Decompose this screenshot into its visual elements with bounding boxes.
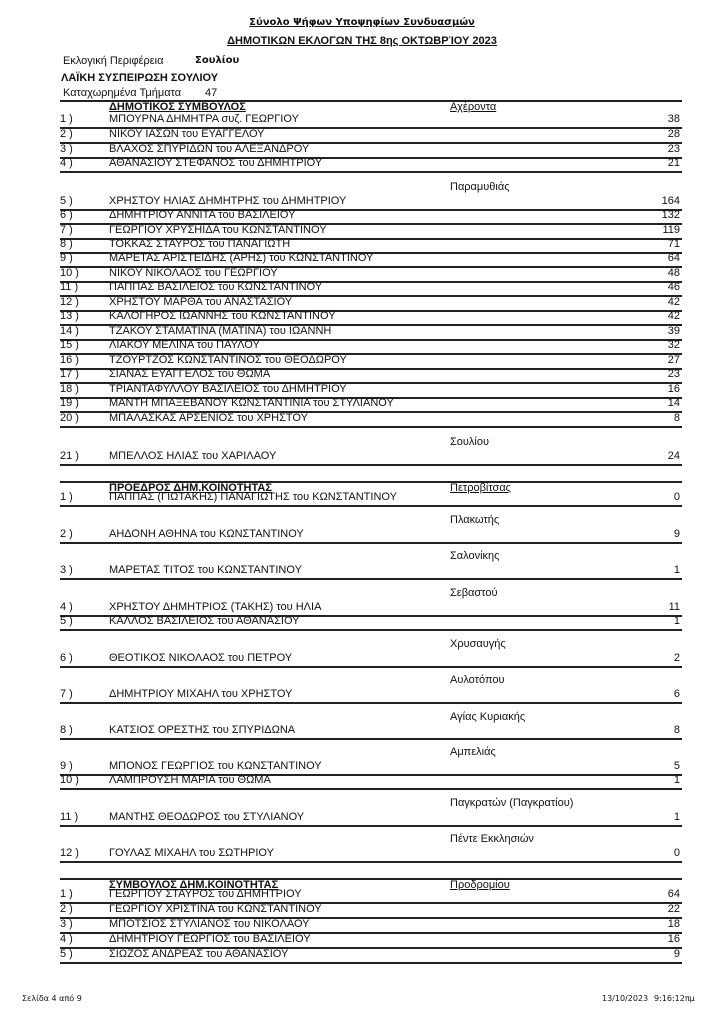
vote-count: 9 — [673, 528, 680, 540]
row-number: 5 ) — [60, 615, 73, 627]
table-row — [60, 339, 682, 355]
vote-count: 18 — [667, 918, 680, 930]
candidate-name: ΓΟΥΛΑΣ ΜΙΧΑΗΛ του ΣΩΤΗΡΙΟΥ — [109, 847, 274, 859]
table-row — [60, 933, 682, 949]
row-number: 19 ) — [60, 397, 79, 409]
vote-count: 132 — [661, 209, 680, 221]
row-number: 2 ) — [60, 528, 73, 540]
district-value: Σουλίου — [195, 55, 240, 66]
row-number: 4 ) — [60, 601, 73, 613]
candidate-name: ΜΠΑΛΑΣΚΑΣ ΑΡΣΕΝΙΟΣ του ΧΡΗΣΤΟΥ — [109, 412, 308, 424]
section-heading: ΔΗΜΟΤΙΚΟΣ ΣΥΜΒΟΥΛΟΣ — [109, 101, 246, 113]
row-number: 9 ) — [60, 760, 73, 772]
row-number: 3 ) — [60, 564, 73, 576]
table-row — [60, 157, 682, 173]
row-number: 10 ) — [60, 267, 79, 279]
place-heading: Χρυσαυγής — [450, 638, 506, 650]
vote-count: 9 — [673, 948, 680, 960]
candidate-name: ΝΙΚΟΥ ΙΑΣΩΝ του ΕΥΑΓΓΕΛΟΥ — [109, 128, 265, 140]
vote-count: 48 — [667, 267, 680, 279]
row-number: 14 ) — [60, 325, 79, 337]
row-number: 5 ) — [60, 195, 73, 207]
row-number: 7 ) — [60, 224, 73, 236]
place-heading: Αχέροντα — [450, 101, 497, 113]
candidate-name: ΤΟΚΚΑΣ ΣΤΑΥΡΟΣ του ΠΑΝΑΓΙΩΤΗ — [109, 238, 291, 250]
table-row — [60, 113, 682, 129]
vote-count: 38 — [667, 113, 680, 125]
vote-count: 164 — [661, 195, 680, 207]
vote-count: 46 — [667, 281, 680, 293]
vote-count: 21 — [667, 157, 680, 169]
row-number: 17 ) — [60, 368, 79, 380]
row-number: 15 ) — [60, 339, 79, 351]
candidate-name: ΜΠΟΤΣΙΟΣ ΣΤΥΛΙΑΝΟΣ του ΝΙΚΟΛΑΟΥ — [109, 918, 310, 930]
candidate-name: ΘΕΟΤΙΚΟΣ ΝΙΚΟΛΑΟΣ του ΠΕΤΡΟΥ — [109, 652, 293, 664]
candidate-name: ΠΑΠΠΑΣ ΒΑΣΙΛΕΙΟΣ του ΚΩΝΣΤΑΝΤΙΝΟΥ — [109, 281, 323, 293]
row-number: 2 ) — [60, 128, 73, 140]
row-number: 1 ) — [60, 888, 73, 900]
place-heading: Σεβαστού — [450, 587, 498, 599]
candidate-name: ΚΑΤΣΙΟΣ ΟΡΕΣΤΗΣ του ΣΠΥΡΙΔΩΝΑ — [109, 724, 296, 736]
candidate-name: ΔΗΜΗΤΡΙΟΥ ΓΕΩΡΓΙΟΣ του ΒΑΣΙΛΕΙΟΥ — [109, 933, 311, 945]
vote-count: 42 — [667, 310, 680, 322]
row-number: 10 ) — [60, 774, 79, 786]
place-heading: Αυλοτόπου — [450, 674, 505, 686]
place-heading: Προδρομίου — [450, 879, 510, 891]
candidate-name: ΔΗΜΗΤΡΙΟΥ ΜΙΧΑΗΛ του ΧΡΗΣΤΟΥ — [109, 688, 293, 700]
table-row — [60, 918, 682, 934]
place-heading: Σαλονίκης — [450, 550, 500, 562]
table-row — [60, 412, 682, 428]
table-row — [60, 368, 682, 384]
vote-count: 2 — [673, 652, 680, 664]
row-number: 12 ) — [60, 296, 79, 308]
candidate-name: ΜΠΟΝΟΣ ΓΕΩΡΓΙΟΣ του ΚΩΝΣΤΑΝΤΙΝΟΥ — [109, 760, 322, 772]
sections-value: 47 — [205, 87, 218, 99]
vote-count: 71 — [667, 238, 680, 250]
place-heading: Σουλίου — [450, 436, 490, 448]
place-heading: Αμπελιάς — [450, 746, 496, 758]
table-row — [60, 888, 682, 904]
candidate-name: ΣΙΩΖΟΣ ΑΝΔΡΕΑΣ του ΑΘΑΝΑΣΙΟΥ — [109, 948, 289, 960]
district-label: Εκλογική Περιφέρεια — [63, 55, 164, 67]
vote-count: 16 — [667, 933, 680, 945]
candidate-name: ΠΑΠΠΑΣ (ΓΙΩΤΑΚΗΣ) ΠΑΝΑΓΙΩΤΗΣ του ΚΩΝΣΤΑΝΤΙΝΟΥ — [109, 491, 397, 503]
place-heading: Παγκρατών (Παγκρατίου) — [450, 797, 574, 809]
vote-count: 22 — [667, 903, 680, 915]
candidate-name: ΤΖΟΥΡΤΖΟΣ ΚΩΝΣΤΑΝΤΙΝΟΣ του ΘΕΟΔΩΡΟΥ — [109, 354, 347, 366]
row-number: 1 ) — [60, 491, 73, 503]
row-number: 11 ) — [60, 811, 79, 823]
document-subtitle: ΔΗΜΟΤΙΚΩΝ ΕΚΛΟΓΩΝ ΤΗΣ 8ης ΟΚΤΩΒΡΊΟΥ 2023 — [227, 35, 497, 47]
candidate-name: ΣΙΑΝΑΣ ΕΥΑΓΓΕΛΟΣ του ΘΩΜΑ — [109, 368, 271, 380]
row-number: 8 ) — [60, 724, 73, 736]
table-row — [60, 450, 682, 466]
table-row — [60, 128, 682, 144]
candidate-name: ΑΗΔΟΝΗ ΑΘΗΝΑ του ΚΩΝΣΤΑΝΤΙΝΟΥ — [109, 528, 304, 540]
party-name: ΛΑΪΚΗ ΣΥΣΠΕΙΡΩΣΗ ΣΟΥΛΙΟΥ — [61, 72, 219, 84]
row-number: 18 ) — [60, 383, 79, 395]
table-row — [60, 811, 682, 827]
table-row — [60, 903, 682, 919]
candidate-name: ΜΑΡΕΤΑΣ ΑΡΙΣΤΕΙΔΗΣ (ΑΡΗΣ) του ΚΩΝΣΤΑΝΤΙΝΟΥ — [109, 252, 374, 264]
place-heading: Πέντε Εκκλησιών — [450, 833, 534, 845]
vote-count: 14 — [667, 397, 680, 409]
vote-count: 119 — [662, 224, 680, 236]
candidate-name: ΜΠΕΛΛΟΣ ΗΛΙΑΣ του ΧΑΡΙΛΑΟΥ — [109, 450, 277, 462]
place-heading: Πλακωτής — [450, 514, 500, 526]
table-row — [60, 615, 682, 631]
row-number: 9 ) — [60, 252, 73, 264]
vote-count: 11 — [668, 601, 680, 613]
candidate-name: ΧΡΗΣΤΟΥ ΗΛΙΑΣ ΔΗΜΗΤΡΗΣ του ΔΗΜΗΤΡΙΟΥ — [109, 195, 347, 207]
table-row — [60, 724, 682, 740]
row-number: 8 ) — [60, 238, 73, 250]
table-row — [60, 281, 682, 297]
candidate-name: ΤΡΙΑΝΤΑΦΥΛΛΟΥ ΒΑΣΙΛΕΙΟΣ του ΔΗΜΗΤΡΙΟΥ — [109, 383, 347, 395]
row-number: 13 ) — [60, 310, 79, 322]
vote-count: 1 — [673, 615, 680, 627]
candidate-name: ΝΙΚΟΥ ΝΙΚΟΛΑΟΣ του ΓΕΩΡΓΙΟΥ — [109, 267, 278, 279]
candidate-name: ΤΖΑΚΟΥ ΣΤΑΜΑΤΙΝΑ (ΜΑΤΙΝΑ) του ΙΩΑΝΝΗ — [109, 325, 332, 337]
row-number: 3 ) — [60, 918, 73, 930]
table-row — [60, 847, 682, 863]
table-row — [60, 397, 682, 413]
place-heading: Πετροβίτσας — [450, 482, 511, 494]
sections-label: Καταχωρημένα Τμήματα — [63, 87, 182, 99]
vote-count: 28 — [667, 128, 680, 140]
row-number: 4 ) — [60, 157, 73, 169]
candidate-name: ΛΙΑΚΟΥ ΜΕΛΙΝΑ του ΠΑΥΛΟΥ — [109, 339, 260, 351]
page-number: Σελίδα 4 από 9 — [22, 994, 82, 1003]
vote-count: 24 — [667, 450, 680, 462]
candidate-name: ΚΑΛΛΟΣ ΒΑΣΙΛΕΙΟΣ του ΑΘΑΝΑΣΙΟΥ — [109, 615, 300, 627]
row-number: 6 ) — [60, 209, 73, 221]
candidate-name: ΔΗΜΗΤΡΙΟΥ ΑΝΝΙΤΑ του ΒΑΣΙΛΕΙΟΥ — [109, 209, 296, 221]
vote-count: 0 — [673, 491, 680, 503]
row-number: 5 ) — [60, 948, 73, 960]
candidate-name: ΓΕΩΡΓΙΟΥ ΧΡΥΣΗΙΔΑ του ΚΩΝΣΤΑΝΤΙΝΟΥ — [109, 224, 327, 236]
row-number: 4 ) — [60, 933, 73, 945]
vote-count: 23 — [667, 368, 680, 380]
vote-count: 32 — [667, 339, 680, 351]
place-heading: Παραμυθιάς — [450, 181, 510, 193]
candidate-name: ΛΑΜΠΡΟΥΣΗ ΜΑΡΙΑ του ΘΩΜΑ — [109, 774, 271, 786]
vote-count: 64 — [667, 252, 680, 264]
vote-count: 1 — [673, 811, 680, 823]
row-number: 11 ) — [60, 281, 79, 293]
vote-count: 16 — [667, 383, 680, 395]
table-row — [60, 652, 682, 668]
row-number: 20 ) — [60, 412, 79, 424]
candidate-name: ΜΑΝΤΗ ΜΠΑΞΕΒΑΝΟΥ ΚΩΝΣΤΑΝΤΙΝΙΑ του ΣΤΥΛΙΑΝΟΥ — [109, 397, 394, 409]
candidate-name: ΜΑΝΤΗΣ ΘΕΟΔΩΡΟΣ του ΣΤΥΛΙΑΝΟΥ — [109, 811, 305, 823]
table-row — [60, 528, 682, 544]
candidate-name: ΓΕΩΡΓΙΟΥ ΧΡΙΣΤΙΝΑ του ΚΩΝΣΤΑΝΤΙΝΟΥ — [109, 903, 322, 915]
print-time: 9:16:12πμ — [654, 994, 695, 1003]
vote-count: 5 — [673, 760, 680, 772]
table-row — [60, 948, 682, 964]
candidate-name: ΚΑΛΟΓΗΡΟΣ ΙΩΑΝΝΗΣ του ΚΩΝΣΤΑΝΤΙΝΟΥ — [109, 310, 336, 322]
section-heading: ΠΡΟΕΔΡΟΣ ΔΗΜ.ΚΟΙΝΟΤΗΤΑΣ — [109, 482, 272, 494]
vote-count: 64 — [667, 888, 680, 900]
candidate-name: ΜΠΟΥΡΝΑ ΔΗΜΗΤΡΑ συζ. ΓΕΩΡΓΙΟΥ — [109, 113, 299, 125]
row-number: 1 ) — [60, 113, 73, 125]
section-heading: ΣΥΜΒΟΥΛΟΣ ΔΗΜ.ΚΟΙΝΟΤΗΤΑΣ — [109, 879, 279, 891]
vote-count: 27 — [667, 354, 680, 366]
vote-count: 23 — [667, 143, 680, 155]
vote-count: 0 — [673, 847, 680, 859]
row-number: 2 ) — [60, 903, 73, 915]
print-date: 13/10/2023 — [602, 994, 649, 1003]
vote-count: 6 — [673, 688, 680, 700]
table-row — [60, 310, 682, 326]
candidate-name: ΑΘΑΝΑΣΙΟΥ ΣΤΕΦΑΝΟΣ του ΔΗΜΗΤΡΙΟΥ — [109, 157, 323, 169]
row-number: 7 ) — [60, 688, 73, 700]
row-number: 12 ) — [60, 847, 79, 859]
table-row — [60, 564, 682, 580]
row-number: 3 ) — [60, 143, 73, 155]
vote-count: 42 — [667, 296, 680, 308]
candidate-name: ΧΡΗΣΤΟΥ ΜΑΡΘΑ του ΑΝΑΣΤΑΣΙΟΥ — [109, 296, 293, 308]
vote-count: 1 — [673, 774, 680, 786]
place-heading: Αγίας Κυριακής — [450, 711, 526, 723]
candidate-name: ΜΑΡΕΤΑΣ ΤΙΤΟΣ του ΚΩΝΣΤΑΝΤΙΝΟΥ — [109, 564, 302, 576]
table-row — [60, 774, 682, 790]
vote-count: 8 — [673, 724, 680, 736]
document-title: Σύνολο Ψήφων Υποψηφίων Συνδυασμών — [249, 17, 475, 28]
table-row — [60, 688, 682, 704]
candidate-name: ΒΛΑΧΟΣ ΣΠΥΡΙΔΩΝ του ΑΛΕΞΑΝΔΡΟΥ — [109, 143, 310, 155]
vote-count: 8 — [673, 412, 680, 424]
vote-count: 1 — [673, 564, 680, 576]
candidate-name: ΧΡΗΣΤΟΥ ΔΗΜΗΤΡΙΟΣ (ΤΑΚΗΣ) του ΗΛΙΑ — [109, 601, 322, 613]
row-number: 21 ) — [60, 450, 79, 462]
table-row — [60, 252, 682, 268]
candidate-name: ΓΕΩΡΓΙΟΥ ΣΤΑΥΡΟΣ του ΔΗΜΗΤΡΙΟΥ — [109, 888, 302, 900]
row-number: 16 ) — [60, 354, 79, 366]
table-row — [60, 491, 682, 507]
table-row — [60, 209, 682, 225]
vote-count: 39 — [667, 325, 680, 337]
row-number: 6 ) — [60, 652, 73, 664]
